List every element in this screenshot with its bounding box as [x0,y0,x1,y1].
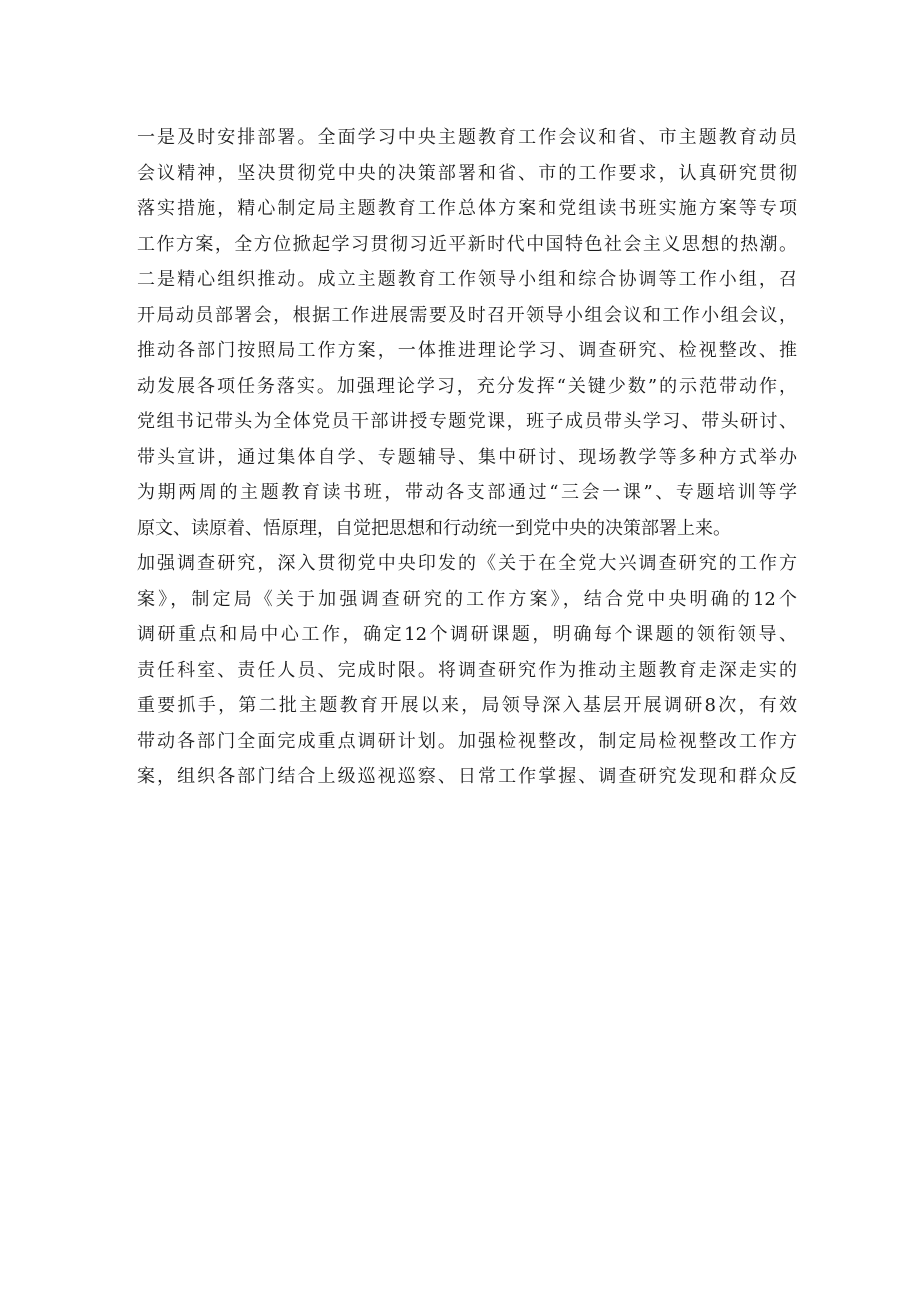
text-line-9: 党组书记带头为全体党员干部讲授专题党课，班子成员带头学习、带头研讨、 [137,411,797,432]
text-line-18: 带动各部门全面完成重点调研计划。加强检视整改，制定局检视整改工作方 [137,730,797,752]
text-line-15: 调研重点和局中心工作，确定12个调研课题，明确每个课题的领衔领导、 [137,624,797,645]
text-line-1: 一是及时安排部署。全面学习中央主题教育工作会议和省、市主题教育动员 [137,127,797,148]
text-line-5: 二是精心组织推动。成立主题教育工作领导小组和综合协调等工作小组，召 [137,269,797,290]
text-line-3: 落实措施，精心制定局主题教育工作总体方案和党组读书班实施方案等专项 [137,198,797,219]
text-line-8: 动发展各项任务落实。加强理论学习，充分发挥“关键少数”的示范带动作， [137,375,797,397]
text-line-14: 案》，制定局《关于加强调查研究的工作方案》，结合党中央明确的12个 [137,588,797,610]
text-line-10: 带头宣讲，通过集体自学、专题辅导、集中研讨、现场教学等多种方式举办 [137,446,797,468]
text-line-16: 责任科室、责任人员、完成时限。将调查研究作为推动主题教育走深走实的 [137,659,797,681]
text-line-6: 开局动员部署会，根据工作进展需要及时召开领导小组会议和工作小组会议， [137,304,797,326]
text-line-12: 原文、读原着、悟原理，自觉把思想和行动统一到党中央的决策部署上来。 [137,517,731,539]
text-line-11: 为期两周的主题教育读书班，带动各支部通过“三会一课”、专题培训等学 [137,482,797,503]
text-line-4: 工作方案，全方位掀起学习贯彻习近平新时代中国特色社会主义思想的热潮。 [137,233,797,255]
text-line-17: 重要抓手，第二批主题教育开展以来，局领导深入基层开展调研8次，有效 [137,695,797,716]
text-line-2: 会议精神，坚决贯彻党中央的决策部署和省、市的工作要求，认真研究贯彻 [137,162,797,184]
text-line-13: 加强调查研究，深入贯彻党中央印发的《关于在全党大兴调查研究的工作方 [137,553,797,574]
text-line-19: 案，组织各部门结合上级巡视巡察、日常工作掌握、调查研究发现和群众反 [137,766,797,787]
text-line-7: 推动各部门按照局工作方案，一体推进理论学习、调查研究、检视整改、推 [137,340,797,361]
